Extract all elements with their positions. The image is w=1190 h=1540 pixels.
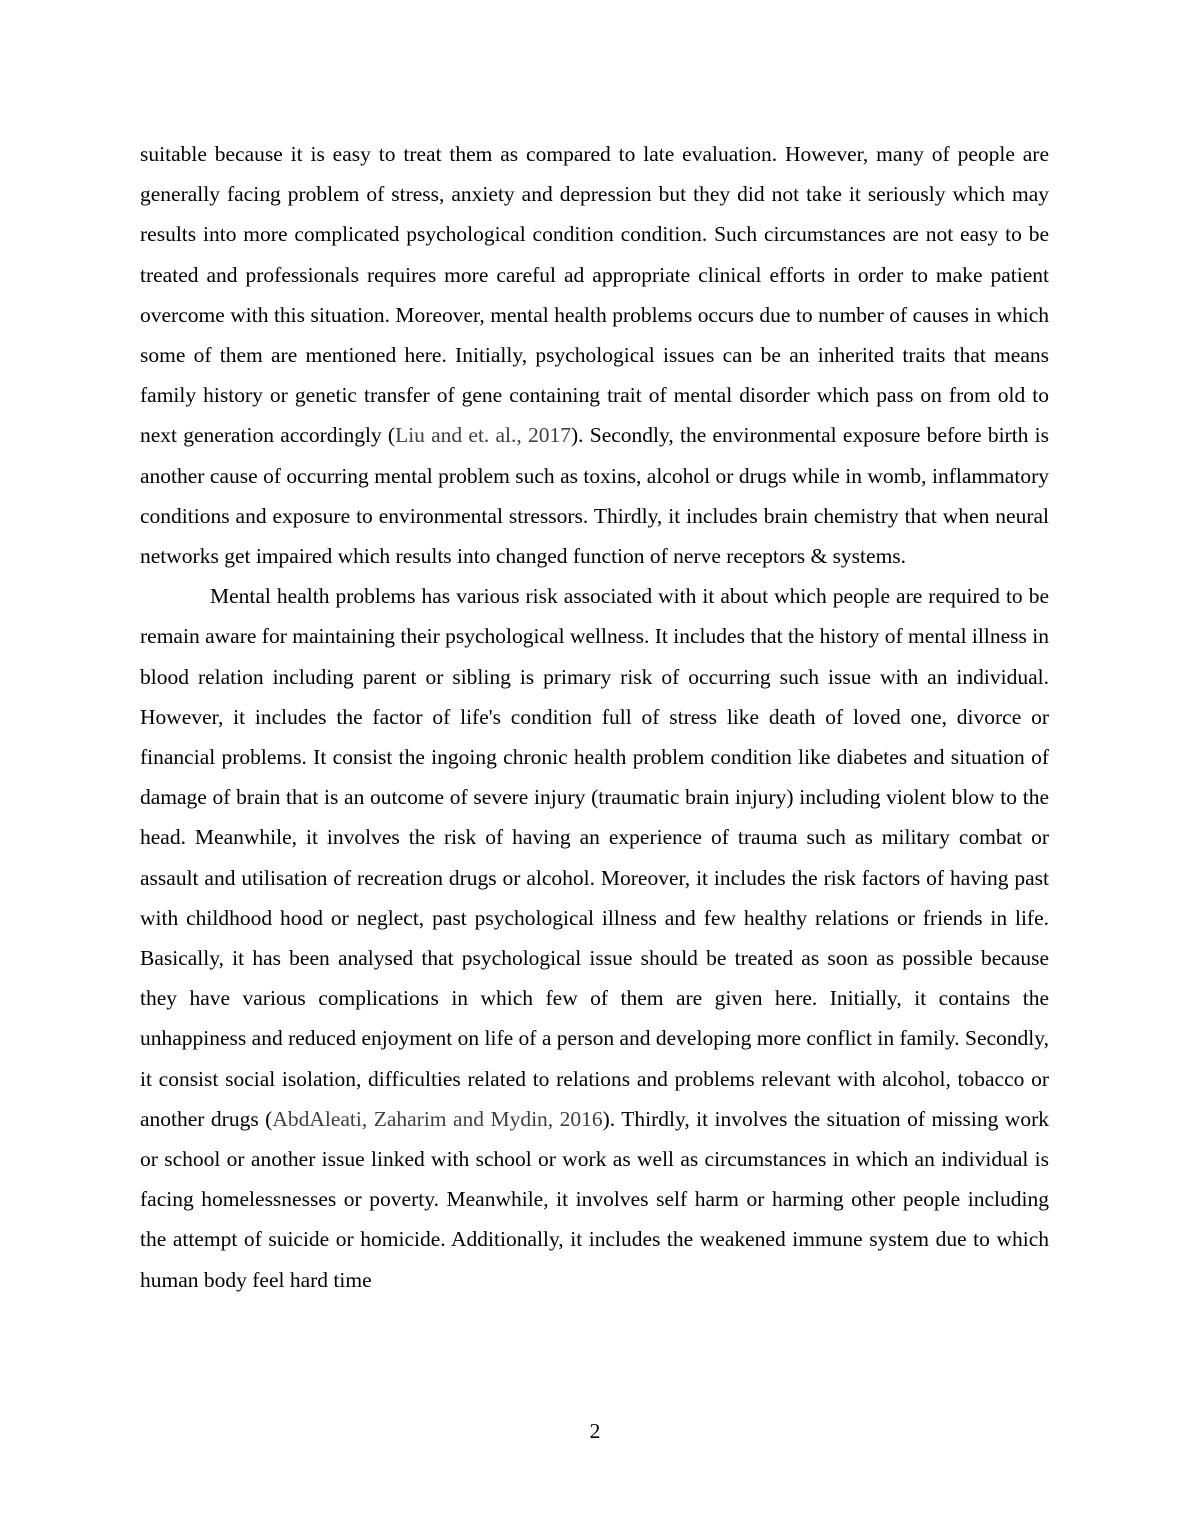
paragraph-text: Mental health problems has various risk associated with it about which people are required to be remain aware for maintaining their psychological wellness. It includes that the history of mental illness in blood relation including parent or sibling is primary risk of occurring such issue with an individual. However, it includes the factor of life's condition full of stress like death of loved one, divorce or financial problems. It consist the ingoing chronic health problem condition like diabetes and situation of damage of brain that is an outcome of severe injury (traumatic brain injury) including violent blow to the head. Meanwhile, it involves the risk of having an experience of trauma such as military combat or assault and utilisation of recreation drugs or alcohol. Moreover, it includes the risk factors of having past with childhood hood or neglect, past psychological illness and few healthy relations or friends in life. Basically, it has been analysed that psychological issue should be treated as soon as possible because they have various complications in which few of them are given here. Initially, it contains the unhappiness and reduced enjoyment on life of a person and developing more conflict in family. Secondly, it consist social isolation, difficulties related to relations and problems relevant with alcohol, tobacco or another drugs ( — [140, 584, 1049, 1131]
paragraph-causes — [140, 134, 1049, 576]
body-text — [140, 134, 1049, 1300]
paragraph-text: suitable because it is easy to treat them as compared to late evaluation. However, many of people are generally facing problem of stress, anxiety and depression but they did not take it seriously which may results into more complicated psychological condition condition. Such circumstances are not easy to be treated and professionals requires more careful ad appropriate clinical efforts in order to make patient overcome with this situation. Moreover, mental health problems occurs due to number of causes in which some of them are mentioned here. Initially, psychological issues can be an inherited traits that means family history or genetic transfer of gene containing trait of mental disorder which pass on from old to next generation accordingly ( — [140, 142, 1049, 448]
page-number: 2 — [589, 1419, 601, 1443]
paragraph-risks — [140, 576, 1049, 1300]
paragraph-text: ). Secondly, the environmental exposure before birth is another cause of occurring mental problem such as toxins, alcohol or drugs while in womb, inflammatory conditions and exposure to environmental stressors. Thirdly, it includes brain chemistry that when neural networks get impaired which results into changed function of nerve receptors & systems. — [140, 423, 1049, 569]
citation-link[interactable]: AbdAleati, Zaharim and Mydin, 2016 — [272, 1106, 603, 1131]
paragraph-text: ). Thirdly, it involves the situation of missing work or school or another issue linked with school or work as well as circumstances in which an individual is facing homelessnesses or poverty. Meanwhile, it involves self harm or harming other people including the attempt of suicide or homicide. Additionally, it includes the weakened immune system due to which human body feel hard time — [140, 1106, 1049, 1292]
citation-link[interactable]: Liu and et. al., 2017 — [395, 423, 571, 448]
